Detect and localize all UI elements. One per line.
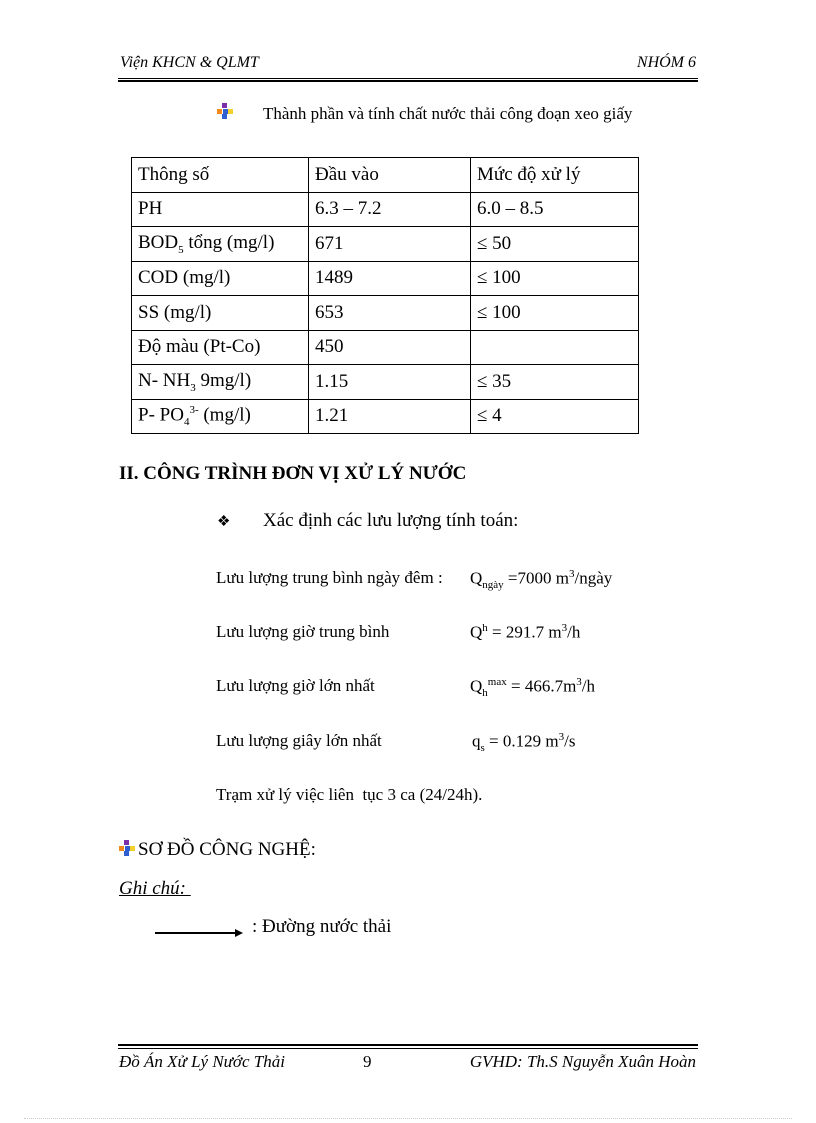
param-cell: N- $NH_3$ 9mg/l) xyxy=(132,365,309,400)
legend-title: Ghi chú: xyxy=(119,878,191,899)
table-row xyxy=(132,399,639,434)
footer-left: Đồ Án Xử Lý Nước Thải xyxy=(119,1052,285,1071)
flow-label: Lưu lượng trung bình ngày đêm : xyxy=(216,568,443,587)
arrow-icon xyxy=(155,926,243,940)
param-cell: SS (mg/l) xyxy=(132,296,309,331)
table-row xyxy=(132,330,639,365)
flow-label: Lưu lượng giờ trung bình xyxy=(216,622,390,641)
limit-cell: ≤ 100 xyxy=(471,261,639,296)
table-row xyxy=(132,227,639,262)
param-cell: $BOD_5$ tổng (mg/l) xyxy=(132,227,309,262)
footer-rule-thick xyxy=(118,1044,698,1046)
flow-value: $Q_{ngày} =7000$ $m^3$/ngày xyxy=(470,568,613,592)
limit-cell: ≤ 100 xyxy=(471,296,639,331)
header-right: NHÓM 6 xyxy=(636,54,696,71)
diamond-bullet-icon: ❖ xyxy=(217,514,231,530)
header-rule-thick xyxy=(118,80,698,82)
table-header-row xyxy=(132,158,639,193)
header-left: Viện KHCN & QLMT xyxy=(120,54,259,71)
limit-cell: ≤ 35 xyxy=(471,365,639,400)
bottom-dotted-line xyxy=(24,1118,792,1119)
input-cell: 1489 xyxy=(309,261,471,296)
limit-cell: ≤ 50 xyxy=(471,227,639,262)
column-header: Đầu vào xyxy=(309,158,471,193)
table-caption: Thành phần và tính chất nước thải công đoạn xeo giấy xyxy=(263,104,633,123)
param-cell: COD (mg/l) xyxy=(132,261,309,296)
legend-item: : Đường nước thải xyxy=(252,916,392,937)
flow-label: Lưu lượng giây lớn nhất xyxy=(216,731,382,750)
input-cell: 1.15 xyxy=(309,365,471,400)
param-cell: PH xyxy=(132,192,309,227)
limit-cell: 6.0 – 8.5 xyxy=(471,192,639,227)
limit-cell xyxy=(471,330,639,365)
parameter-table xyxy=(131,157,639,434)
caption-bullet-icon xyxy=(217,103,233,119)
table-row xyxy=(132,365,639,400)
param-cell: P- $PO_4^{3-}$ (mg/l) xyxy=(132,399,309,434)
footer-rule xyxy=(118,1048,698,1049)
page-number: 9 xyxy=(363,1052,372,1071)
section-title: II. CÔNG TRÌNH ĐƠN VỊ XỬ LÝ NƯỚC xyxy=(119,463,467,484)
table-row xyxy=(132,296,639,331)
column-header: Thông số xyxy=(132,158,309,193)
flow-value: $q_s = 0.129$ $m^3/s$ xyxy=(472,731,576,755)
input-cell: 450 xyxy=(309,330,471,365)
bullet-heading: Xác định các lưu lượng tính toán: xyxy=(263,510,519,531)
tech-bullet-icon xyxy=(119,840,135,856)
limit-cell: ≤ 4 xyxy=(471,399,639,434)
flow-value: $Q^h = 291.7$ $m^3/h$ xyxy=(470,622,581,642)
column-header: Mức độ xử lý xyxy=(471,158,639,193)
input-cell: 1.21 xyxy=(309,399,471,434)
footer-right: GVHD: Th.S Nguyễn Xuân Hoàn xyxy=(469,1052,696,1071)
input-cell: 653 xyxy=(309,296,471,331)
table-row xyxy=(132,261,639,296)
tech-heading: SƠ ĐỒ CÔNG NGHỆ: xyxy=(138,839,316,860)
shift-note: Trạm xử lý việc liên tục 3 ca (24/24h). xyxy=(216,785,483,804)
flow-value: $Q_h^{max} = 466.7m^3/h$ xyxy=(470,676,596,700)
input-cell: 6.3 – 7.2 xyxy=(309,192,471,227)
flow-label: Lưu lượng giờ lớn nhất xyxy=(216,676,375,695)
header-rule xyxy=(118,78,698,79)
param-cell: Độ màu (Pt-Co) xyxy=(132,330,309,365)
table-row xyxy=(132,192,639,227)
input-cell: 671 xyxy=(309,227,471,262)
